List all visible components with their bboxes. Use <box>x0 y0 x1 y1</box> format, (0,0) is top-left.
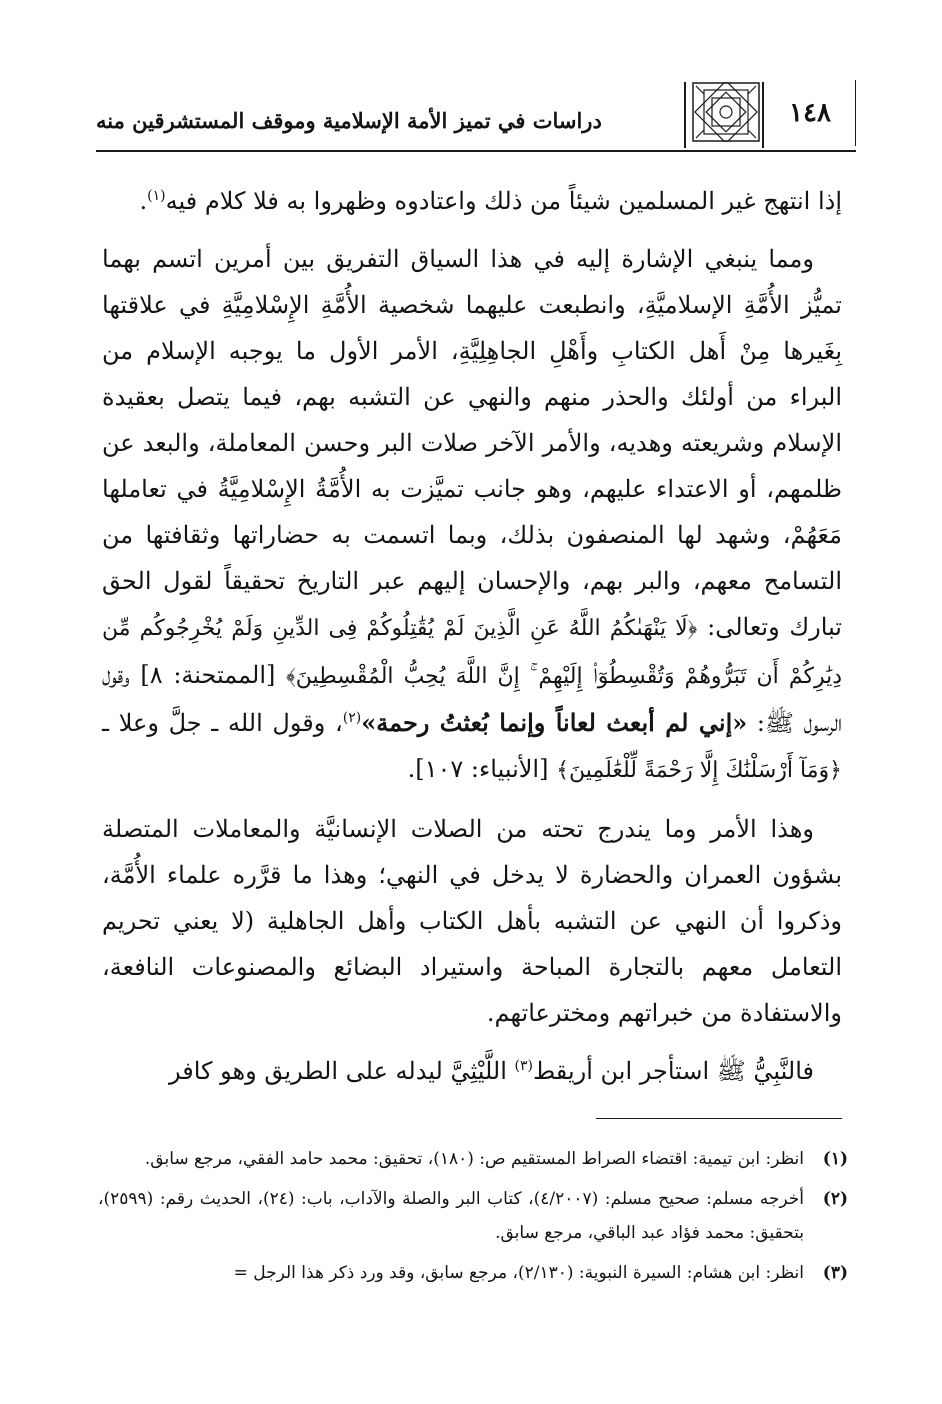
text-run: . <box>139 187 148 215</box>
footnote-text: أخرجه مسلم: صحيح مسلم: (٤/٢٠٠٧)، كتاب البر والصلة والآداب، باب: (٢٤)، الحديث رقم: (٢٥٩٩)، بتحقيق: محمد فؤاد عبد الباقي، مرجع سابق. <box>98 1189 804 1243</box>
footnote-text: انظر: ابن تيمية: اقتضاء الصراط المستقيم ص: (١٨٠)، تحقيق: محمد حامد الفقي، مرجع سابق. <box>144 1149 804 1169</box>
text-run: اللَّيْثِيَّ ليدله على الطريق وهو كافر <box>169 1057 507 1085</box>
text-run: ، وقول الله ـ جلَّ وعلا ـ <box>102 709 343 737</box>
text-run: إذا انتهج غير المسلمين شيئاً من ذلك واعتادوه وظهروا به فلا كلام فيه <box>165 187 842 215</box>
paragraph <box>102 1048 842 1094</box>
footnote-number: (٣) <box>822 1263 848 1283</box>
paragraph <box>102 236 842 794</box>
geometric-star-ornament-icon <box>692 82 760 142</box>
header-divider <box>762 82 764 148</box>
page-header <box>96 80 856 152</box>
footnote-number: (١) <box>822 1149 848 1169</box>
footnote-separator <box>596 1118 842 1119</box>
footnote-ref[interactable]: (٢) <box>342 710 362 726</box>
running-title: دراسات في تميز الأمة الإسلامية وموقف المستشرقين منه <box>96 108 602 133</box>
text-run: [الأنبياء: ١٠٧]. <box>407 755 549 783</box>
paragraph <box>102 178 842 224</box>
text-run: فالنَّبِيُّ ﷺ استأجر ابن أريقط <box>533 1057 814 1085</box>
footnote <box>98 1142 848 1176</box>
footnote-text: انظر: ابن هشام: السيرة النبوية: (٢/١٣٠)، مرجع سابق، وقد ورد ذكر هذا الرجل = <box>233 1263 804 1283</box>
quran-verse: ﴿وَمَآ أَرْسَلْنَٰكَ إِلَّا رَحْمَةً لِّلْعَٰلَمِينَ﴾ <box>556 758 842 783</box>
hadith-quote: «إني لم أبعث لعاناً وإنما بُعثتُ رحمة» <box>361 708 748 737</box>
footnote <box>98 1182 848 1250</box>
footnote-number: (٢) <box>822 1189 848 1209</box>
quran-verse: ﴿لَا يَنْهَىٰكُمُ اللَّهُ عَنِ الَّذِينَ لَمْ يُقَٰتِلُوكُمْ فِى الدِّينِ وَلَمْ يُخْرِجُوكُم مِّن دِيَٰرِكُمْ أَن تَبَرُّوهُمْ وَتُقْسِطُوٓا۟ إِلَيْهِمْ ۚ إِنَّ اللَّهَ يُحِبُّ الْمُقْسِطِينَ﴾ <box>102 616 843 689</box>
main-text <box>102 178 842 1094</box>
paragraph <box>102 806 842 1036</box>
text-run: ومما ينبغي الإشارة إليه في هذا السياق التفريق بين أمرين اتسم بهما تميُّز الأُمَّةِ الإسلاميَّةِ، وانطبعت عليهما شخصية الأُمَّةِ الإِسْلامِيَّةِ في علاقتها بِغَيرها مِنْ أَهل الكتابِ وأَهْلِ الجاهِلِيَّةِ، الأمر الأول ما يوجبه الإسلام من البراء من أولئك والحذر منهم والنهي عن التشبه بهم، فيما يتصل بعقيدة الإسلام وشريعته وهديه، والأمر الآخر صلات البر وحسن المعاملة، والبعد عن ظلمهم، أو الاعتداء عليهم، وهو جانب تميَّزت به الأُمَّةُ الإِسْلامِيَّةُ في تعاملها مَعَهُمْ، وشهد لها المنصفون بذلك، وبما اتسمت به حضاراتها وثقافتها من التسامح معهم، والبر بهم، والإحسان إليهم عبر التاريخ تحقيقاً لقول الحق تبارك وتعالى: <box>102 245 843 641</box>
footnotes <box>98 1142 848 1296</box>
header-divider <box>684 82 686 148</box>
footnote-ref[interactable]: (٣) <box>514 1058 534 1074</box>
page-number: ١٤٨ <box>765 80 856 146</box>
footnote-ref[interactable]: (١) <box>147 188 166 204</box>
text-run: وهذا الأمر وما يندرج تحته من الصلات الإنسانيَّة والمعاملات المتصلة بشؤون العمران والحضارة لا يدخل في النهي؛ وهذا ما قرَّره علماء الأُمَّة، وذكروا أن النهي عن التشبه بأهل الكتاب وأهل الجاهلية (لا يعني تحريم التعامل معهم بالتجارة المباحة واستيراد البضائع والمصنوعات النافعة، والاستفادة من خبراتهم ومخترعاتهم. <box>102 815 842 1027</box>
text-run: [الممتحنة: ٨] وقول الرسول ﷺ: <box>102 661 842 737</box>
footnote <box>98 1256 848 1290</box>
